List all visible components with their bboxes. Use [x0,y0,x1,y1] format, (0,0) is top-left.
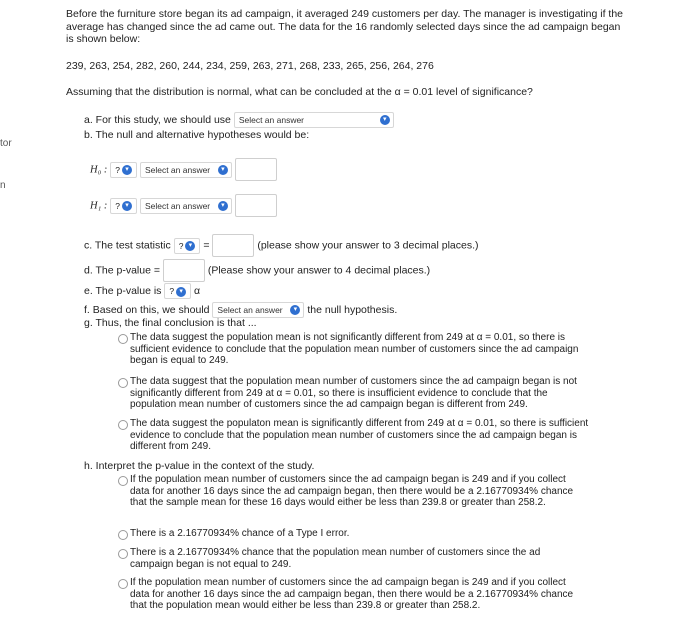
chevron-down-icon: ▾ [380,115,390,125]
test-statistic-select[interactable]: ? ▾ [174,238,201,254]
h1-symbol-select[interactable]: ? ▾ [110,198,137,214]
part-d-hint: (Please show your answer to 4 decimal places.) [207,264,431,277]
decision-select[interactable]: Select an answer ▾ [212,302,304,318]
part-c [84,234,479,257]
interpretation-option-1: If the population mean number of customers since the ad campaign began is 249 and if you collect data for another 16 days since the ad campaign began, then there would be a 2.16770934% chance that the sample mean for these 16 days would either be less than 239.8 or greater than 258.2. [130,474,574,508]
h0-symbol-select[interactable]: ? ▾ [110,162,137,178]
part-c-hint: (please show your answer to 3 decimal places.) [257,239,479,252]
h0-row [90,158,277,181]
test-statistic-input[interactable] [212,234,254,257]
alpha-symbol: α [194,284,201,297]
chevron-down-icon: ▾ [218,201,228,211]
problem-question: Assuming that the distribution is normal, what can be concluded at the α = 0.01 level of significance? [66,86,533,98]
equals-sign: = [203,239,210,252]
part-d-label: d. The p-value = [84,264,160,277]
part-c-label: c. The test statistic [84,239,171,252]
h1-value-select[interactable]: Select an answer ▾ [140,198,232,214]
h0-label: H₀ : [90,164,108,176]
interpretation-radio-1[interactable] [118,476,128,486]
chevron-down-icon: ▾ [122,201,132,211]
interpretation-option-3: There is a 2.16770934% chance that the population mean number of customers since the ad campaign began is not equal to 249. [130,547,541,570]
cropped-edge-text: n [0,180,6,191]
chevron-down-icon: ▾ [122,165,132,175]
p-value-compare-select[interactable]: ? ▾ [164,283,191,299]
interpretation-radio-3[interactable] [118,549,128,559]
part-d [84,259,430,282]
data-values: 239, 263, 254, 282, 260, 244, 234, 259, 263, 271, 268, 233, 265, 256, 264, 276 [66,60,434,72]
chevron-down-icon: ▾ [290,305,300,315]
conclusion-option-3: The data suggest the populaton mean is significantly different from 249 at α = 0.01, so there is sufficient evidence to conclude that the population mean number of customers since the ad campaign began is different from 249. [130,418,589,452]
cropped-edge-text: tor [0,138,12,149]
conclusion-radio-3[interactable] [118,420,128,430]
chevron-down-icon: ▾ [218,165,228,175]
part-f-label: f. Based on this, we should [84,303,210,316]
h0-input[interactable] [235,158,277,181]
h1-label: H₁ : [90,200,108,212]
study-type-select[interactable]: Select an answer ▾ [234,112,394,128]
part-a [84,112,394,128]
conclusion-radio-2[interactable] [118,378,128,388]
chevron-down-icon: ▾ [185,241,195,251]
conclusion-radio-1[interactable] [118,334,128,344]
h0-value-select[interactable]: Select an answer ▾ [140,162,232,178]
part-f [84,302,397,318]
part-e-label: e. The p-value is [84,284,162,297]
interpretation-radio-2[interactable] [118,530,128,540]
part-e [84,283,200,299]
part-g-label: g. Thus, the final conclusion is that ... [84,317,257,329]
part-f-tail: the null hypothesis. [307,303,398,316]
interpretation-radio-4[interactable] [118,579,128,589]
interpretation-option-4: If the population mean number of customers since the ad campaign began is 249 and if you collect data for another 16 days since the ad campaign began, then there would be a 2.16770934% chance that the population mean would either be less than 239.8 or greater than 258.2. [130,577,574,611]
p-value-input[interactable] [163,259,205,282]
conclusion-option-1: The data suggest the population mean is not significantly different from 249 at α = 0.01, so there is sufficient evidence to conclude that the population mean number of customers since the ad campaign began is equal to 249. [130,332,579,366]
part-b-label: b. The null and alternative hypotheses would be: [84,129,310,141]
interpretation-option-2: There is a 2.16770934% chance of a Type I error. [130,528,350,539]
part-h-label: h. Interpret the p-value in the context of the study. [84,460,315,472]
part-a-label: a. For this study, we should use [84,113,231,126]
problem-intro: Before the furniture store began its ad campaign, it averaged 249 customers per day. The manager is investigating if the average has changed since the ad came out. The data for the 16 randomly selected days since the ad campaign began is shown below: [66,8,624,46]
h1-input[interactable] [235,194,277,217]
h1-row [90,194,277,217]
chevron-down-icon: ▾ [176,287,186,297]
conclusion-option-2: The data suggest that the population mean number of customers since the ad campaign began is not significantly different from 249 at α = 0.01, so there is insufficient evidence to conclude that the population mean number of customers since the ad campaign began is different from 249. [130,376,577,410]
